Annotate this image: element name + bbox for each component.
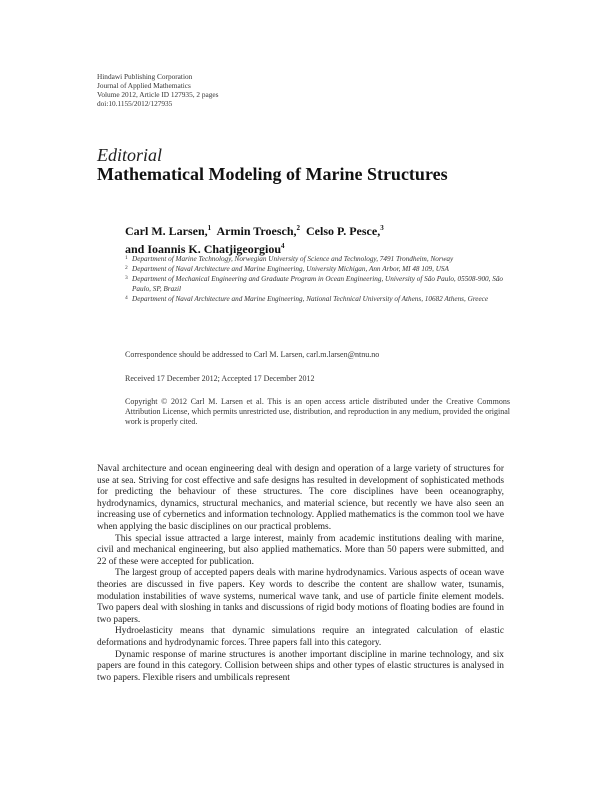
author-sup: 3 — [380, 224, 384, 232]
body-paragraph: Naval architecture and ocean engineering deal with design and operation of a large variety of structures for use at sea. Striving for cost effective and safe designs has resulted in development of sophisticated methods for predicting the behaviour of these structures. The core disciplines have been oceanography, hydrodynamics, dynamics, structural mechanics, and material science, but recently we have also seen an increasing use of cybernetics and information technology. Applied mathematics is the common tool we have when applying the basic disciplines on our practical problems. — [97, 464, 504, 532]
author-name: Carl M. Larsen, — [125, 224, 208, 238]
body-paragraph: The largest group of accepted papers deals with marine hydrodynamics. Various aspects of ocean wave theories are discussed in five papers. Key words to describe the content are shallow water, tsunamis, modulation instabilities of wave systems, numerical wave tank, and use of particle finite element models. Two papers deal with sloshing in tanks and discussions of rigid body motions of floating bodies are found in two papers. — [97, 568, 504, 625]
author-name: and Ioannis K. Chatjigeorgiou — [125, 242, 282, 256]
correspondence-note: Correspondence should be addressed to Carl M. Larsen, carl.m.larsen@ntnu.no — [125, 350, 380, 359]
copyright-notice: Copyright © 2012 Carl M. Larsen et al. This is an open access article distributed under the Creative Commons Attribution License, which permits unrestricted use, distribution, and reproduction in any medium, provided the original work is properly cited. — [125, 397, 510, 426]
affiliation: 2 Department of Naval Architecture and Marine Engineering, University Michigan, Ann Arbor, MI 48 109, USA — [125, 265, 449, 274]
doi-line: doi:10.1155/2012/127935 — [97, 99, 173, 108]
author-name: Celso P. Pesce, — [306, 224, 381, 238]
volume-line: Volume 2012, Article ID 127935, 2 pages — [97, 90, 219, 99]
affiliation: 4 Department of Naval Architecture and Marine Engineering, National Technical University of Athens, 10682 Athens, Greece — [125, 294, 489, 303]
affiliation: 3 Department of Mechanical Engineering and Graduate Program in Ocean Engineering, University of São Paulo, 05508-900, São Paulo, SP, Brazil — [125, 275, 504, 293]
affiliation: 1 Department of Marine Technology, Norwegian University of Science and Technology, 7491 Trondheim, Norway — [125, 255, 454, 263]
body-paragraph: Dynamic response of marine structures is another important discipline in marine technology, and six papers are found in this category. Collision between ships and other types of elastic structures is analysed in two papers. Flexible risers and umbilicals represent — [97, 649, 504, 683]
author-sup: 1 — [207, 224, 212, 232]
author-list — [125, 221, 384, 257]
author-name: Armin Troesch, — [216, 224, 297, 238]
body-paragraph: Hydroelasticity means that dynamic simulations require an integrated calculation of elastic deformations and hydrodynamic forces. Three papers fall into this category. — [97, 626, 504, 648]
journal-header — [97, 72, 218, 108]
author-sup: 2 — [296, 224, 300, 232]
received-accepted-dates: Received 17 December 2012; Accepted 17 December 2012 — [125, 374, 315, 383]
article-kind: Editorial — [97, 145, 163, 165]
journal-line: Journal of Applied Mathematics — [97, 81, 191, 90]
article-title: Mathematical Modeling of Marine Structures — [97, 164, 448, 184]
publisher-line: Hindawi Publishing Corporation — [97, 72, 193, 81]
article-body — [97, 464, 504, 684]
body-paragraph: This special issue attracted a large interest, mainly from academic institutions dealing with marine, civil and mechanical engineering, but also applied mathematics. More than 50 papers were submitted, and 22 of these were accepted for publication. — [97, 533, 504, 567]
author-sup: 4 — [281, 242, 285, 250]
affiliation-list — [125, 255, 510, 305]
